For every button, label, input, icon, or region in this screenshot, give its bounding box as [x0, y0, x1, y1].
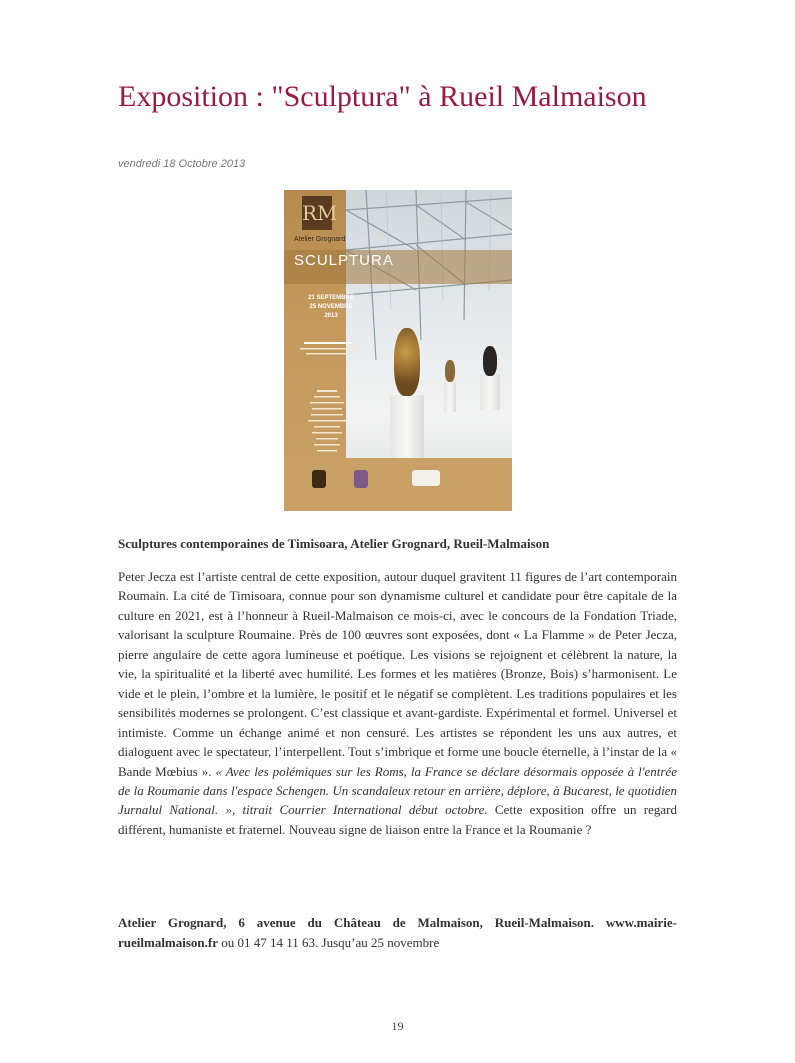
- poster-sponsor-emblem-icon: [412, 470, 440, 486]
- poster-atelier-label: Atelier Grognard: [294, 236, 346, 243]
- poster-sponsor-emblem-icon: [354, 470, 368, 488]
- poster-logo: RM: [302, 196, 332, 230]
- body-quote: « Avec les polémiques sur les Roms, la France se déclare désormais opposée à l'entrée de la Roumanie dans l'espace Schengen. Un scandaleux retour en arrière, déplore, à Bucarest, le quotidien Jurnalul National. », titrait Courrier International début octobre.: [118, 763, 677, 818]
- poster-artist-names: [302, 390, 352, 460]
- poster-address-lines: [298, 340, 358, 360]
- contact-website-link[interactable]: www.mairie-rueilmalmaison.fr: [118, 915, 678, 950]
- poster-pedestal: [390, 395, 424, 461]
- body-text-part: Peter Jecza est l’artiste central de cette exposition, autour duquel gravitent 11 figures de l’art contemporain Roumain. La cité de Timisoara, connue pour son dynamisme culturel et candidate pour être capitale de la culture en 2021, est à l’honneur à Rueil-Malmaison ce mois-ci, avec le concours de la Fondation Triade, valorisant la sculpture Roumaine. Près de 100 œuvres sont exposées, dont « La Flamme » de Peter Jecza, pierre angulaire de cette agora lumineuse et poétique. Les visions se rejoignent et célèbrent la nature, la vie, la spiritualité et la liberté avec humilité. Les formes et les matières (Bronze, Bois) s’harmonisent. Le vide et le plein, l’ombre et la lumière, le positif et le négatif se complètent. Les traditions populaires et les sensibilités modernes se prolongent. C’est classique et avant-gardiste. Expérimental et formel. Universel et intimiste. Comme un échange animé et non censuré. Les artistes se répondent les uns aux autres, et dialoguent avec le spectateur, l’interpellent. Tout s’imbrique et forme une boucle éternelle, à l’instar de la « Bande Mœbius ».: [118, 569, 677, 779]
- body-text-part: Cette exposition offre un regard différent, humaniste et fraternel. Nouveau signe de liaison entre la France et la Roumanie ?: [118, 802, 677, 837]
- article-title: Exposition : "Sculptura" à Rueil Malmaison: [118, 80, 647, 113]
- article-date: vendredi 18 Octobre 2013: [118, 158, 246, 170]
- poster-pedestal: [480, 374, 500, 410]
- contact-phone-dates: ou 01 47 14 11 63. Jusqu’au 25 novembre: [218, 934, 440, 950]
- poster-bronze-sculpture: [394, 328, 420, 396]
- page-number: 19: [391, 1019, 404, 1033]
- contact-address: Atelier Grognard, 6 avenue du Château de Malmaison, Rueil-Malmaison.: [118, 915, 595, 930]
- poster-dark-sculpture: [483, 346, 497, 376]
- article-body: [118, 567, 677, 839]
- contact-info: [118, 913, 677, 952]
- poster-date-line: 2013: [324, 313, 338, 319]
- article-subheading: Sculptures contemporaines de Timisoara, Atelier Grognard, Rueil-Malmaison: [118, 536, 550, 551]
- poster-dates: [296, 294, 366, 321]
- exhibition-poster-image: [284, 190, 512, 511]
- poster-date-line: 21 SEPTEMBRE: [308, 295, 354, 301]
- poster-title: SCULPTURA: [294, 252, 394, 269]
- poster-small-sculpture: [445, 360, 455, 382]
- poster-sponsor-emblem-icon: [312, 470, 326, 488]
- poster-pedestal: [444, 382, 456, 412]
- poster-date-line: 25 NOVEMBRE: [309, 304, 353, 310]
